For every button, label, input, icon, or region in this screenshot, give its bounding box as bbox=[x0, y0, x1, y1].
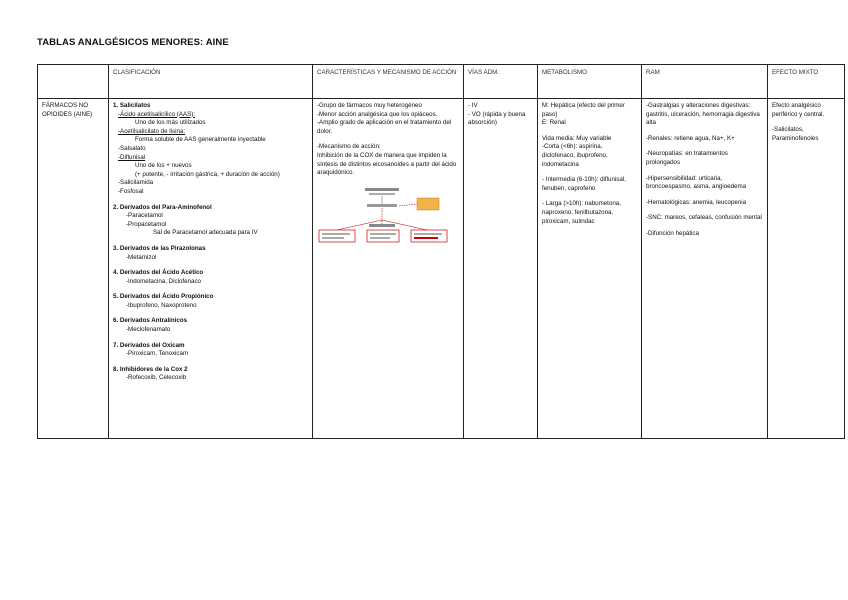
diflunisal-desc-1: Uno de los + nuevos bbox=[135, 162, 192, 170]
aine-table bbox=[37, 64, 845, 439]
text-line: -Neuropatías: en tratamientos prolongados bbox=[646, 150, 728, 166]
header-clasificacion: CLASIFICACIÓN bbox=[109, 65, 313, 99]
diflunisal-item bbox=[113, 154, 308, 163]
list-item: -Indometacina, Diclofenaco bbox=[126, 277, 201, 285]
group-title: 2. Derivados del Para-Aminofenol bbox=[113, 203, 212, 211]
salicilamida-item: -Salicilamida bbox=[118, 179, 154, 187]
text-line: -Hematológicas: anemia, leucopenia bbox=[646, 198, 747, 206]
group-title: 5. Derivados del Ácido Propiónico bbox=[113, 293, 214, 301]
diagram-box-mid bbox=[367, 204, 397, 207]
cell-metabolismo bbox=[538, 99, 642, 439]
header-caracteristicas: CARACTERÍSTICAS Y MECANISMO DE ACCIÓN bbox=[313, 65, 464, 99]
diagram-box-center bbox=[367, 230, 399, 242]
text-line: - IV bbox=[468, 102, 478, 109]
diagram-box-cox bbox=[369, 224, 395, 227]
diagram-box-right bbox=[411, 230, 447, 242]
lisina-desc: Forma soluble de AAS generalmente inyectable bbox=[135, 136, 266, 144]
diagram-highlight-box bbox=[417, 198, 439, 210]
group-title: 6. Derivados Antralínicos bbox=[113, 317, 188, 325]
diagram-text-bar bbox=[322, 233, 350, 235]
header-vias: VÍAS ADM. bbox=[464, 65, 538, 99]
text-line: Vida media: Muy variable bbox=[542, 134, 612, 142]
diagram-text-bar bbox=[414, 233, 442, 235]
diagram-text-bar bbox=[370, 237, 390, 239]
header-metabolismo: METABOLISMO bbox=[538, 65, 642, 99]
cell-caracteristicas bbox=[313, 99, 464, 439]
text-line: -Amplio grado de aplicación en el tratamiento del dolor. bbox=[317, 119, 452, 135]
text-line: -SNC: mareos, cefaleas, confusión mental bbox=[646, 214, 762, 222]
lisina-item bbox=[113, 128, 308, 137]
text-line: - Intermedia (6-10h): diflunisal, fenuben, caprofeno bbox=[542, 176, 626, 192]
fosfosal-item: -Fosfosal bbox=[118, 187, 144, 195]
text-line: - VO (rápida y buena absorción) bbox=[468, 110, 526, 127]
group-cox2 bbox=[113, 366, 308, 383]
diagram-text-bar bbox=[322, 237, 344, 239]
list-item: Sal de Paracetamol adecuada para IV bbox=[153, 229, 258, 237]
text-line: -Corta (<6h): aspirina, diclofenaco, ibuprofeno, indometacina bbox=[542, 143, 608, 168]
list-item: -Metamizol bbox=[126, 253, 157, 261]
group-title: 1. Salicilatos bbox=[113, 102, 151, 109]
text-line: -Grupo de fármacos muy heterogéneo bbox=[317, 102, 422, 109]
group-title: 4. Derivados del Ácido Acético bbox=[113, 269, 204, 277]
list-item: -Propacetamol bbox=[126, 220, 167, 228]
salsalato-item: -Salsalato bbox=[118, 144, 146, 152]
text-line: Efecto analgésico periférico y central. bbox=[772, 102, 825, 118]
header-row bbox=[38, 65, 845, 99]
document-title: TABLAS ANALGÉSICOS MENORES: AINE bbox=[37, 37, 229, 48]
mechanism-title: -Mecanismo de acción: bbox=[317, 143, 381, 151]
diagram-inhibition-line bbox=[399, 204, 417, 206]
text-line: E: Renal bbox=[542, 119, 566, 127]
text-line: -Difunción hepática bbox=[646, 229, 699, 237]
row-label: FÁRMACOS NO OPIOIDES (AINE) bbox=[38, 99, 109, 439]
text-line: M: Hepática (efecto del primer paso) bbox=[542, 102, 625, 118]
text-line: -Menor acción analgésica que los opiáceos. bbox=[317, 110, 438, 118]
group-title: 7. Derivados del Oxicam bbox=[113, 341, 185, 349]
cell-clasificacion bbox=[109, 99, 313, 439]
header-ram: RAM bbox=[642, 65, 768, 99]
diflunisal-desc-2: (+ potente, - irritación gástrica, + duración de acción) bbox=[135, 170, 280, 178]
diagram-box-left bbox=[319, 230, 355, 242]
aas-item bbox=[113, 111, 308, 120]
arachidonic-pathway-diagram bbox=[317, 186, 451, 250]
list-item: -Paracetamol bbox=[126, 212, 163, 220]
group-pirazolonas bbox=[113, 245, 308, 262]
text-line: - Larga (>10h): nabumetona, naproxeno, fenilbutazona, piroxicam, sulindac bbox=[542, 200, 621, 225]
header-efecto-mixto: EFECTO MIXTO bbox=[768, 65, 845, 99]
group-antralinicos bbox=[113, 317, 308, 334]
aas-desc: Uno de los más utilizados bbox=[135, 119, 206, 127]
cell-efecto-mixto bbox=[768, 99, 845, 439]
diagram-box-top bbox=[365, 188, 399, 191]
cell-vias bbox=[464, 99, 538, 439]
text-line: -Hipersensibilidad: urticaria, broncoespasmo, asma, angioedema bbox=[646, 174, 747, 191]
group-acido-propionico bbox=[113, 293, 308, 310]
diflunisal-label: -Diflunisal bbox=[118, 153, 146, 161]
group-paraaminofenol bbox=[113, 204, 308, 238]
group-oxicam bbox=[113, 342, 308, 359]
list-item: -Ibuprofeno, Naxoproteno bbox=[126, 301, 197, 309]
data-row bbox=[38, 99, 845, 439]
group-salicilatos bbox=[113, 102, 308, 197]
mechanism-desc: Inhibición de la COX de manera que impiden la síntesis de distintos eicosanoides a partir del ácido araquidónico. bbox=[317, 151, 457, 177]
diagram-box-sub bbox=[369, 193, 395, 195]
group-title: 3. Derivados de las Pirazolonas bbox=[113, 244, 206, 252]
list-item: -Piroxicam, Tenoxicam bbox=[126, 350, 189, 358]
cell-ram bbox=[642, 99, 768, 439]
text-line: -Renales: retiene agua, Na+, K+ bbox=[646, 134, 735, 142]
text-line: -Salicilatos, Paraminofenoles bbox=[772, 126, 819, 142]
diagram-text-bar bbox=[370, 233, 396, 235]
group-acido-acetico bbox=[113, 269, 308, 286]
text-line: -Gastralgias y alteraciones digestivas: gastritis, ulceración, hemorragia digestiva alta bbox=[646, 102, 760, 127]
list-item: -Meclofenamato bbox=[126, 326, 171, 334]
diagram-text-bar bbox=[414, 237, 438, 239]
lisina-label: -Acetilsalicilato de lisina: bbox=[118, 127, 186, 135]
list-item: -Rofecoxib, Celecoxib bbox=[126, 374, 187, 382]
header-cell-empty bbox=[38, 65, 109, 99]
aas-label: -Ácido acetilsalicílico (AAS): bbox=[118, 110, 196, 118]
group-title: 8. Inhibidores de la Cox 2 bbox=[113, 365, 188, 373]
